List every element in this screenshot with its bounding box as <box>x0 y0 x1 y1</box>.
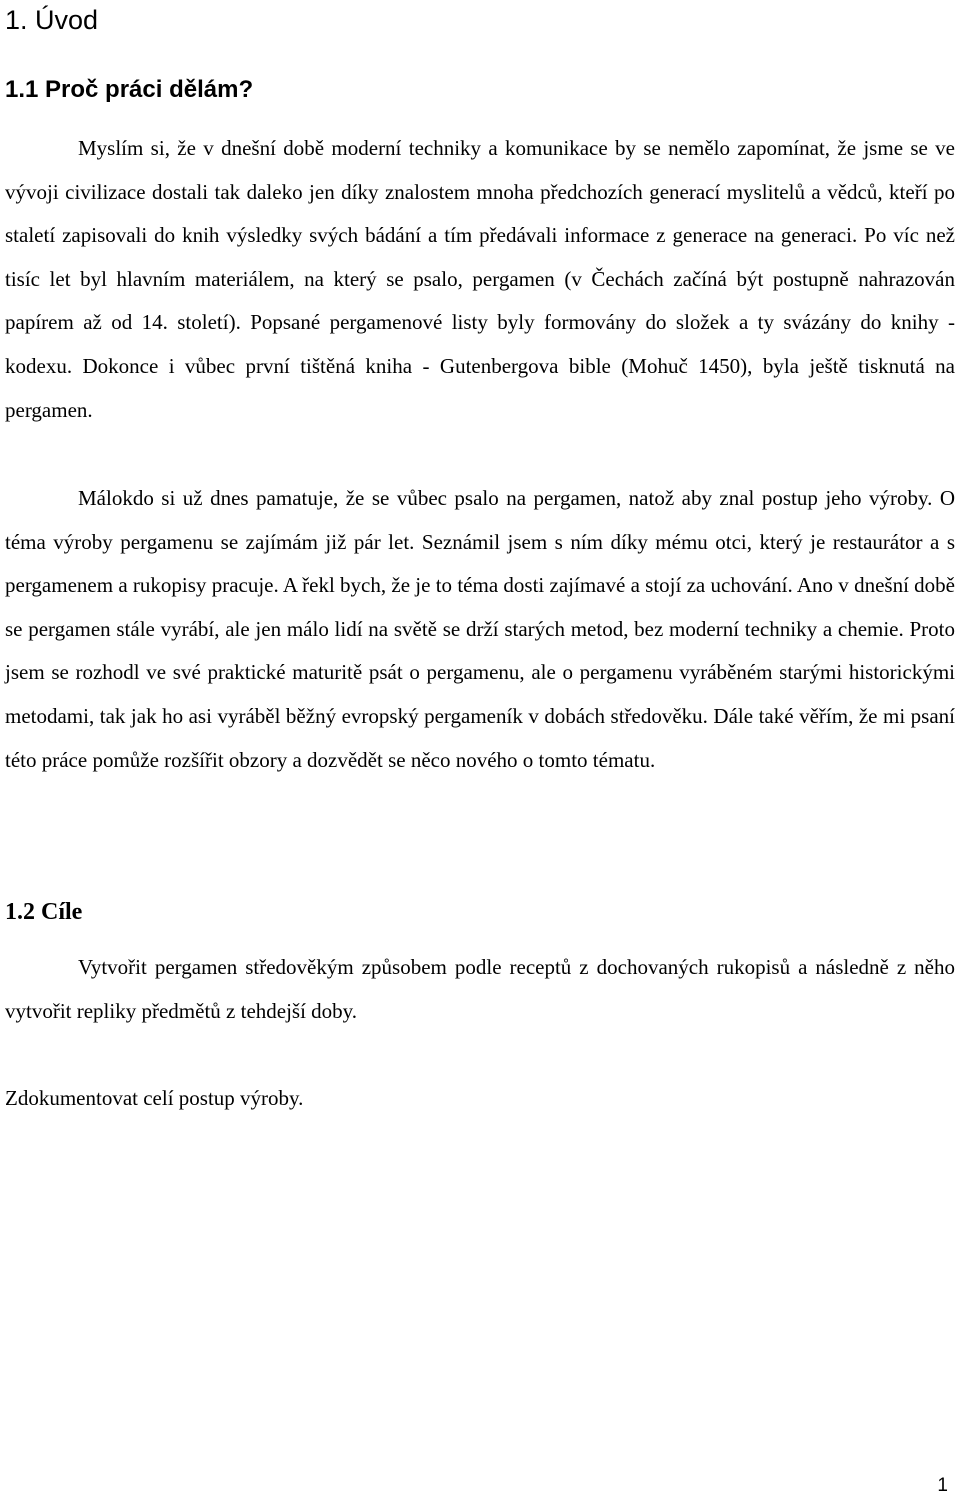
paragraph-why-2: Málokdo si už dnes pamatuje, že se vůbec psalo na pergamen, natož aby znal postup jeho výroby. O téma výroby pergamenu se zajímám již pár let. Seznámil jsem s ním díky mému otci, který je restaurátor a s pergamenem a rukopisy pracuje. A řekl bych, že je to téma dosti zajímavé a stojí za uchování. Ano v dnešní době se pergamen stále vyrábí, ale jen málo lidí na světě se drží starých metod, bez moderní techniky a chemie. Proto jsem se rozhodl ve své praktické maturitě psát o pergamenu, ale o pergamenu vyráběném starými historickými metodami, tak jak ho asi vyráběl běžný evropský pergameník v dobách středověku. Dále také věřím, že mi psaní této práce pomůže rozšířit obzory a dozvědět se něco nového o tomto tématu. <box>5 486 955 772</box>
paragraph-why-1: Myslím si, že v dnešní době moderní techniky a komunikace by se nemělo zapomínat, že jsme se ve vývoji civilizace dostali tak daleko jen díky znalostem mnoha předchozích generací myslitelů a vědců, kteří po staletí zapisovali do knih výsledky svých bádání a tím předávali informace z generace na generaci. Po víc než tisíc let byl hlavním materiálem, na který se psalo, pergamen (v Čechách začíná být postupně nahrazován papírem až od 14. století). Popsané pergamenové listy byly formovány do složek a ty svázány do knihy - kodexu. Dokonce i vůbec první tištěná kniha - Gutenbergova bible (Mohuč 1450), byla ještě tisknutá na pergamen. <box>5 136 955 422</box>
section-heading-goals: 1.2 Cíle <box>5 899 83 925</box>
paragraph-goals-2: Zdokumentovat celí postup výroby. <box>5 1086 304 1110</box>
paragraph-goals-1: Vytvořit pergamen středověkým způsobem podle receptů z dochovaných rukopisů a následně z něho vytvořit repliky předmětů z tehdejší doby. <box>5 955 955 1023</box>
section-heading-why: 1.1 Proč práci dělám? <box>5 76 254 103</box>
page-number: 1 <box>937 1475 948 1496</box>
chapter-heading: 1. Úvod <box>5 5 99 35</box>
